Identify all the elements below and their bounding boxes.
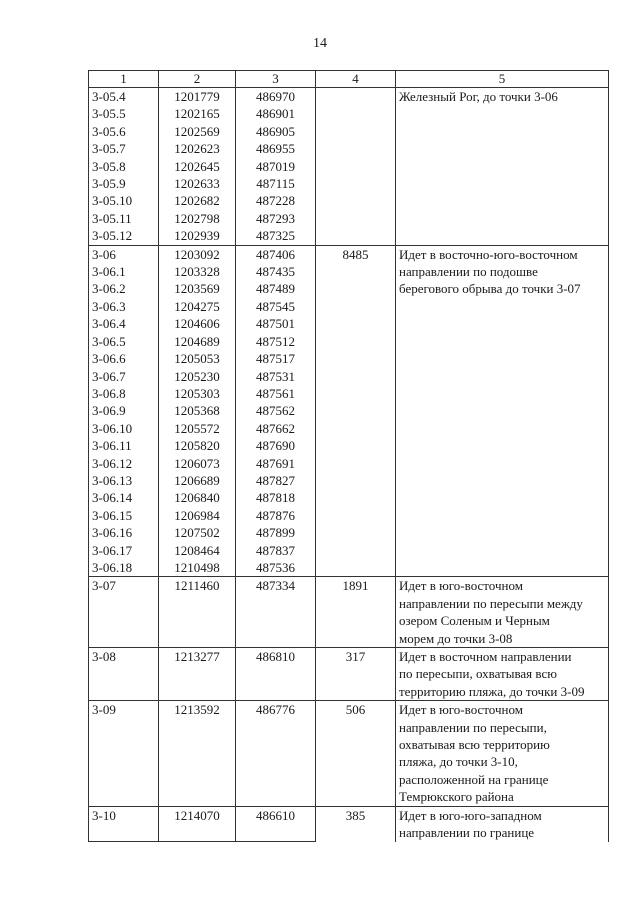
table-row	[89, 88, 609, 106]
description-line: Темрюкского района	[399, 789, 514, 805]
column-header: 4	[316, 71, 396, 88]
y-coordinate-cell: 487501	[236, 315, 316, 332]
x-coordinate-cell: 1205820	[159, 437, 236, 454]
y-coordinate-cell: 487899	[236, 524, 316, 541]
y-coordinate-cell: 487228	[236, 192, 316, 209]
table-body	[89, 88, 609, 842]
description-line: Идет в восточном направлении	[399, 648, 572, 664]
x-coordinate-cell: 1202623	[159, 140, 236, 157]
segment-length-cell: 506	[316, 701, 396, 806]
boundary-description-cell	[396, 806, 609, 842]
segment-length-cell	[316, 88, 396, 246]
description-line: направлении по подошве	[399, 264, 538, 280]
x-coordinate-cell: 1206073	[159, 455, 236, 472]
boundary-description-cell	[396, 245, 609, 577]
y-coordinate-cell: 487489	[236, 280, 316, 297]
point-id-cell	[89, 683, 159, 701]
description-line: расположенной на границе	[399, 771, 549, 787]
y-coordinate-cell: 486970	[236, 88, 316, 106]
y-coordinate-cell: 487545	[236, 298, 316, 315]
description-line: морем до точки 3-08	[399, 630, 513, 646]
y-coordinate-cell: 487561	[236, 385, 316, 402]
x-coordinate-cell: 1211460	[159, 577, 236, 595]
description-line: берегового обрыва до точки 3-07	[399, 281, 581, 297]
x-coordinate-cell	[159, 788, 236, 806]
x-coordinate-cell	[159, 595, 236, 612]
point-id-cell: 3-05.9	[89, 175, 159, 192]
point-id-cell: 3-06.10	[89, 420, 159, 437]
point-id-cell	[89, 630, 159, 648]
y-coordinate-cell: 487531	[236, 368, 316, 385]
point-id-cell: 3-06.16	[89, 524, 159, 541]
point-id-cell: 3-06.8	[89, 385, 159, 402]
point-id-cell	[89, 824, 159, 842]
x-coordinate-cell: 1203092	[159, 245, 236, 263]
y-coordinate-cell: 487562	[236, 402, 316, 419]
x-coordinate-cell: 1202798	[159, 210, 236, 227]
x-coordinate-cell	[159, 665, 236, 682]
point-id-cell: 3-10	[89, 806, 159, 824]
y-coordinate-cell	[236, 719, 316, 736]
point-id-cell: 3-06.13	[89, 472, 159, 489]
x-coordinate-cell: 1203569	[159, 280, 236, 297]
point-id-cell	[89, 736, 159, 753]
point-id-cell: 3-06.17	[89, 542, 159, 559]
x-coordinate-cell: 1202633	[159, 175, 236, 192]
x-coordinate-cell	[159, 824, 236, 842]
x-coordinate-cell: 1206840	[159, 489, 236, 506]
description-line: Идет в юго-восточном	[399, 702, 523, 718]
y-coordinate-cell	[236, 612, 316, 629]
y-coordinate-cell: 487334	[236, 577, 316, 595]
x-coordinate-cell	[159, 736, 236, 753]
point-id-cell	[89, 719, 159, 736]
point-id-cell: 3-06.12	[89, 455, 159, 472]
x-coordinate-cell: 1204689	[159, 333, 236, 350]
y-coordinate-cell	[236, 595, 316, 612]
point-id-cell: 3-06.6	[89, 350, 159, 367]
description-line: направлении по пересыпи между	[399, 595, 583, 611]
header-row	[89, 71, 609, 88]
point-id-cell: 3-06.1	[89, 263, 159, 280]
x-coordinate-cell: 1203328	[159, 263, 236, 280]
boundary-description-cell	[396, 647, 609, 700]
y-coordinate-cell	[236, 736, 316, 753]
y-coordinate-cell: 487325	[236, 227, 316, 245]
x-coordinate-cell: 1213277	[159, 647, 236, 665]
x-coordinate-cell: 1205572	[159, 420, 236, 437]
y-coordinate-cell	[236, 665, 316, 682]
x-coordinate-cell: 1206984	[159, 507, 236, 524]
y-coordinate-cell	[236, 753, 316, 770]
point-id-cell: 3-05.12	[89, 227, 159, 245]
y-coordinate-cell: 487691	[236, 455, 316, 472]
x-coordinate-cell: 1205303	[159, 385, 236, 402]
y-coordinate-cell: 486810	[236, 647, 316, 665]
segment-length-cell: 8485	[316, 245, 396, 577]
point-id-cell: 3-06.11	[89, 437, 159, 454]
x-coordinate-cell: 1205053	[159, 350, 236, 367]
segment-length-cell: 385	[316, 806, 396, 842]
x-coordinate-cell	[159, 719, 236, 736]
y-coordinate-cell	[236, 630, 316, 648]
point-id-cell	[89, 753, 159, 770]
point-id-cell	[89, 788, 159, 806]
point-id-cell: 3-06.7	[89, 368, 159, 385]
point-id-cell: 3-08	[89, 647, 159, 665]
description-line: Идет в юго-юго-западном	[399, 807, 542, 823]
coordinates-table	[88, 70, 609, 842]
description-line: территорию пляжа, до точки 3-09	[399, 683, 585, 699]
x-coordinate-cell: 1204275	[159, 298, 236, 315]
point-id-cell: 3-06.2	[89, 280, 159, 297]
description-line: направлении по пересыпи,	[399, 719, 547, 735]
table-row	[89, 245, 609, 263]
y-coordinate-cell: 487435	[236, 263, 316, 280]
y-coordinate-cell: 487406	[236, 245, 316, 263]
page-number: 14	[313, 36, 327, 51]
x-coordinate-cell: 1202645	[159, 158, 236, 175]
boundary-description-cell	[396, 88, 609, 246]
column-header: 2	[159, 71, 236, 88]
point-id-cell: 3-05.6	[89, 123, 159, 140]
table-row	[89, 806, 609, 824]
description-line: Идет в юго-восточном	[399, 578, 523, 594]
description-line: направлении по границе	[399, 824, 535, 840]
y-coordinate-cell: 486955	[236, 140, 316, 157]
point-id-cell: 3-05.4	[89, 88, 159, 106]
point-id-cell: 3-05.10	[89, 192, 159, 209]
y-coordinate-cell	[236, 771, 316, 788]
point-id-cell: 3-06.18	[89, 559, 159, 577]
y-coordinate-cell: 486905	[236, 123, 316, 140]
description-line: по пересыпи, охватывая всю	[399, 666, 557, 682]
x-coordinate-cell: 1205230	[159, 368, 236, 385]
point-id-cell: 3-07	[89, 577, 159, 595]
point-id-cell: 3-06.4	[89, 315, 159, 332]
x-coordinate-cell: 1202165	[159, 105, 236, 122]
y-coordinate-cell	[236, 824, 316, 842]
y-coordinate-cell: 486776	[236, 701, 316, 719]
column-header: 1	[89, 71, 159, 88]
point-id-cell: 3-06.15	[89, 507, 159, 524]
point-id-cell: 3-06.3	[89, 298, 159, 315]
y-coordinate-cell: 487876	[236, 507, 316, 524]
x-coordinate-cell: 1208464	[159, 542, 236, 559]
boundary-description-cell	[396, 577, 609, 648]
y-coordinate-cell: 487536	[236, 559, 316, 577]
x-coordinate-cell: 1202939	[159, 227, 236, 245]
x-coordinate-cell: 1214070	[159, 806, 236, 824]
y-coordinate-cell	[236, 788, 316, 806]
y-coordinate-cell: 487019	[236, 158, 316, 175]
point-id-cell	[89, 612, 159, 629]
y-coordinate-cell: 487818	[236, 489, 316, 506]
x-coordinate-cell	[159, 612, 236, 629]
point-id-cell: 3-05.8	[89, 158, 159, 175]
point-id-cell: 3-09	[89, 701, 159, 719]
x-coordinate-cell: 1207502	[159, 524, 236, 541]
point-id-cell	[89, 665, 159, 682]
point-id-cell: 3-06.5	[89, 333, 159, 350]
x-coordinate-cell: 1213592	[159, 701, 236, 719]
description-line: охватывая всю территорию	[399, 736, 550, 752]
point-id-cell: 3-06	[89, 245, 159, 263]
x-coordinate-cell: 1205368	[159, 402, 236, 419]
table-row	[89, 647, 609, 665]
y-coordinate-cell	[236, 683, 316, 701]
description-line: озером Соленым и Черным	[399, 613, 550, 629]
y-coordinate-cell: 486901	[236, 105, 316, 122]
point-id-cell: 3-05.11	[89, 210, 159, 227]
x-coordinate-cell	[159, 771, 236, 788]
x-coordinate-cell: 1210498	[159, 559, 236, 577]
y-coordinate-cell: 487517	[236, 350, 316, 367]
y-coordinate-cell: 487115	[236, 175, 316, 192]
x-coordinate-cell: 1204606	[159, 315, 236, 332]
x-coordinate-cell	[159, 630, 236, 648]
point-id-cell: 3-06.14	[89, 489, 159, 506]
y-coordinate-cell: 486610	[236, 806, 316, 824]
y-coordinate-cell: 487690	[236, 437, 316, 454]
description-line: Идет в восточно-юго-восточном	[399, 246, 578, 262]
point-id-cell: 3-05.5	[89, 105, 159, 122]
x-coordinate-cell: 1201779	[159, 88, 236, 106]
column-header: 3	[236, 71, 316, 88]
x-coordinate-cell: 1202569	[159, 123, 236, 140]
y-coordinate-cell: 487837	[236, 542, 316, 559]
table-row	[89, 701, 609, 719]
description-line: Железный Рог, до точки 3-06	[399, 89, 558, 104]
point-id-cell: 3-05.7	[89, 140, 159, 157]
segment-length-cell: 317	[316, 647, 396, 700]
segment-length-cell: 1891	[316, 577, 396, 648]
table-row	[89, 577, 609, 595]
description-line: пляжа, до точки 3-10,	[399, 754, 518, 770]
point-id-cell	[89, 595, 159, 612]
point-id-cell	[89, 771, 159, 788]
boundary-description-cell	[396, 701, 609, 806]
x-coordinate-cell	[159, 753, 236, 770]
y-coordinate-cell: 487662	[236, 420, 316, 437]
x-coordinate-cell	[159, 683, 236, 701]
column-header: 5	[396, 71, 609, 88]
point-id-cell: 3-06.9	[89, 402, 159, 419]
y-coordinate-cell: 487293	[236, 210, 316, 227]
x-coordinate-cell: 1202682	[159, 192, 236, 209]
y-coordinate-cell: 487827	[236, 472, 316, 489]
y-coordinate-cell: 487512	[236, 333, 316, 350]
x-coordinate-cell: 1206689	[159, 472, 236, 489]
